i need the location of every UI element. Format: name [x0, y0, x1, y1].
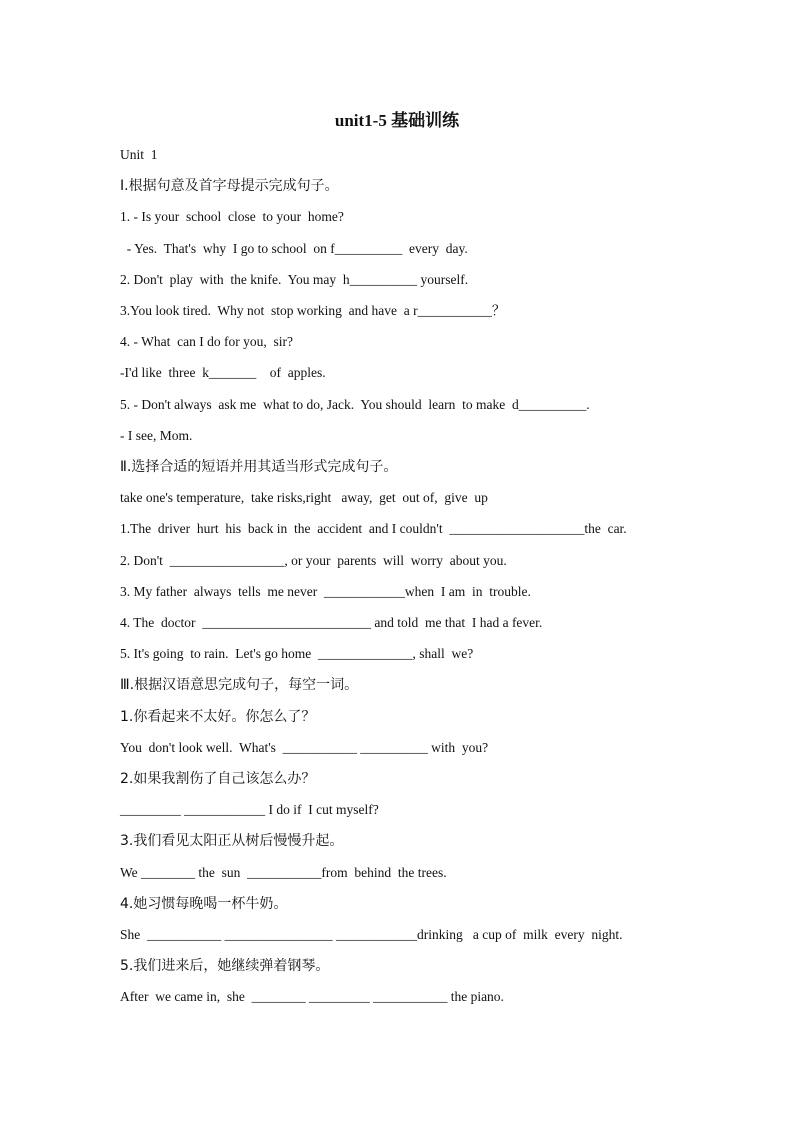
exercise-line: 3.You look tired. Why not stop working and have a r___________？ — [120, 303, 506, 318]
exercise-line: 3. My father always tells me never ____________when I am in trouble. — [120, 584, 531, 599]
exercise-line: 1.The driver hurt his back in the accident and I couldn't ____________________the car. — [120, 521, 627, 536]
exercise-line: _________ ____________ I do if I cut myself? — [120, 802, 379, 817]
exercise-line: 4. The doctor _________________________ and told me that I had a fever. — [120, 615, 543, 630]
section-heading-line: 4.她习惯每晚喝一杯牛奶。 — [120, 896, 288, 912]
section-heading-line: I.根据句意及首字母提示完成句子。 — [120, 178, 339, 194]
exercise-line: 5. - Don't always ask me what to do, Jack. You should learn to make d__________. — [120, 397, 590, 412]
exercise-line: - Yes. That's why I go to school on f__________ every day. — [120, 241, 468, 256]
exercise-line: take one's temperature, take risks,right away, get out of, give up — [120, 490, 488, 505]
exercise-line: 1. - Is your school close to your home? — [120, 209, 344, 224]
section-heading-line: 2.如果我割伤了自己该怎么办？ — [120, 771, 316, 787]
exercise-line: - I see, Mom. — [120, 428, 193, 443]
exercise-line: She ___________ ________________ ____________drinking a cup of milk every night. — [120, 927, 623, 942]
section-heading-line: Ⅲ.根据汉语意思完成句子，每空一词。 — [120, 677, 359, 693]
section-heading-line: 3.我们看见太阳正从树后慢慢升起。 — [120, 833, 344, 849]
section-heading-line: 5.我们进来后，她继续弹着钢琴。 — [120, 958, 330, 974]
section-heading-line: 1.你看起来不太好。你怎么了？ — [120, 709, 316, 725]
exercise-line: 2. Don't play with the knife. You may h__________ yourself. — [120, 272, 469, 287]
worksheet-title: unit1-5 基础训练 — [334, 111, 460, 130]
exercise-line: Unit 1 — [120, 147, 158, 162]
exercise-line: 4. - What can I do for you, sir? — [120, 334, 293, 349]
exercise-line: 2. Don't _________________, or your parents will worry about you. — [120, 553, 507, 568]
exercise-line: After we came in, she ________ _________ ___________ the piano. — [120, 989, 504, 1004]
exercise-line: We ________ the sun ___________from behind the trees. — [120, 865, 447, 880]
exercise-line: -I'd like three k_______ of apples. — [120, 365, 326, 380]
exercise-line: 5. It's going to rain. Let's go home ______________, shall we? — [120, 646, 474, 661]
section-heading-line: Ⅱ.选择合适的短语并用其适当形式完成句子。 — [120, 459, 398, 475]
exercise-line: You don't look well. What's ___________ __________ with you? — [120, 740, 489, 755]
